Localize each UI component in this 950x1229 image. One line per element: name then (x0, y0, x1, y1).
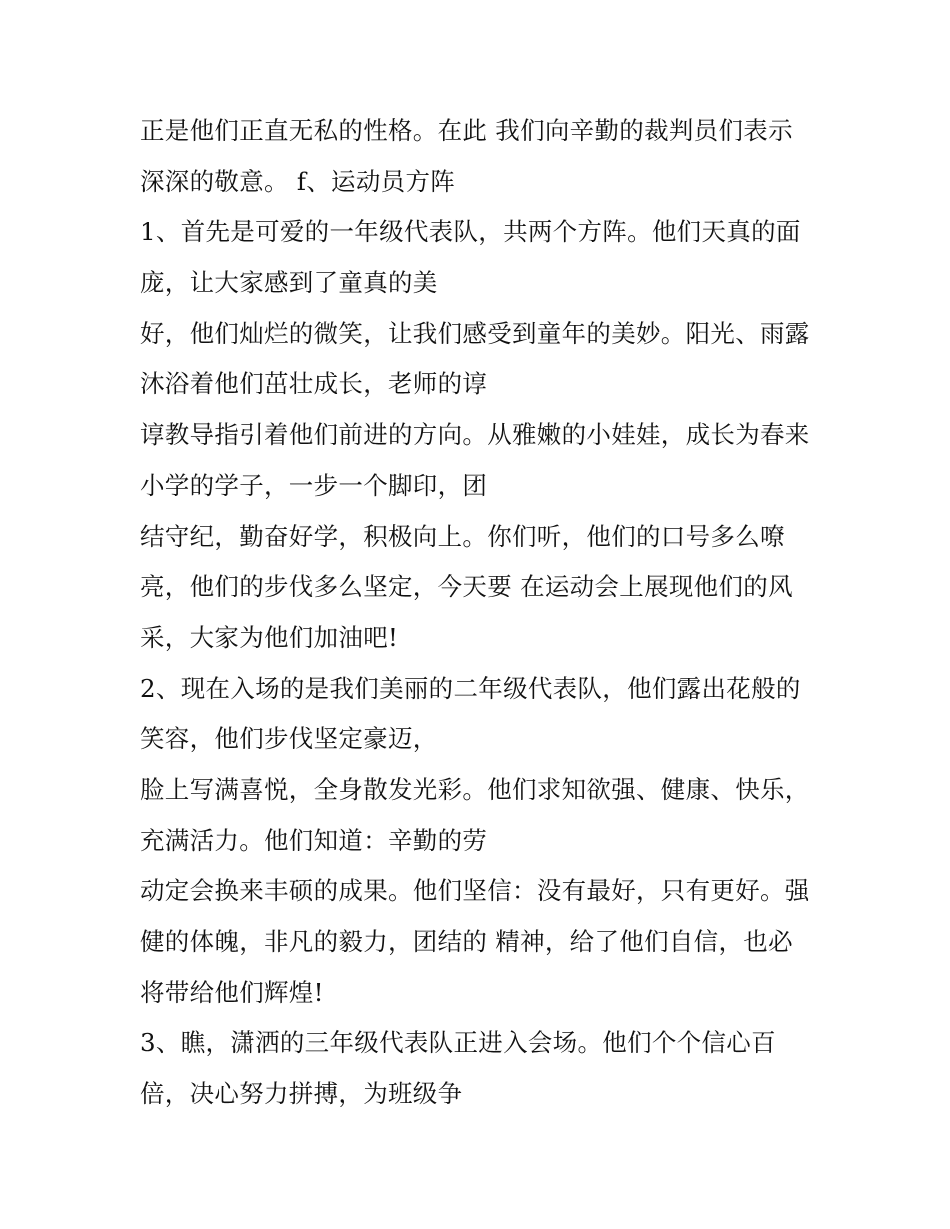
text-line: 充满活力。他们知道：辛勤的劳 (140, 825, 488, 855)
text-line: 3、瞧，潇洒的三年级代表队正进入会场。他们个个信心百 (140, 1028, 776, 1058)
text-line: 1、首先是可爱的一年级代表队，共两个方阵。他们天真的面 (140, 217, 801, 247)
text-line: 将带给他们辉煌! (140, 977, 324, 1007)
text-line: 健的体魄，非凡的毅力，团结的 精神，给了他们自信，也必 (140, 927, 793, 956)
text-line: 小学的学子，一步一个脚印，团 (140, 470, 488, 500)
text-line: 采，大家为他们加油吧! (140, 622, 399, 652)
text-line: 倍，决心努力拼搏，为班级争 (140, 1079, 463, 1109)
text-line: 亮，他们的步伐多么坚定，今天要 在运动会上展现他们的风 (140, 572, 793, 602)
text-line: 正是他们正直无私的性格。在此 我们向辛勤的裁判员们表示 (140, 116, 793, 145)
text-line: 2、现在入场的是我们美丽的二年级代表队，他们露出花般的 (140, 673, 801, 703)
body-text (140, 106, 830, 1120)
text-line: 谆教导指引着他们前进的方向。从雅嫩的小娃娃，成长为春来 (140, 420, 810, 450)
text-line: 深深的敬意。 f、运动员方阵 (140, 166, 456, 196)
text-line: 动定会换来丰硕的成果。他们坚信：没有最好，只有更好。强 (140, 876, 810, 906)
text-line: 脸上写满喜悦，全身散发光彩。他们求知欲强、健康、快乐， (140, 774, 810, 804)
text-line: 结守纪，勤奋好学，积极向上。你们听，他们的口号多么嘹 (140, 521, 785, 551)
text-line: 沐浴着他们茁壮成长，老师的谆 (140, 369, 488, 399)
text-line: 庞，让大家感到了童真的美 (140, 268, 438, 298)
text-line: 笑容，他们步伐坚定豪迈， (140, 724, 438, 754)
text-line: 好，他们灿烂的微笑，让我们感受到童年的美妙。阳光、雨露 (140, 318, 810, 348)
